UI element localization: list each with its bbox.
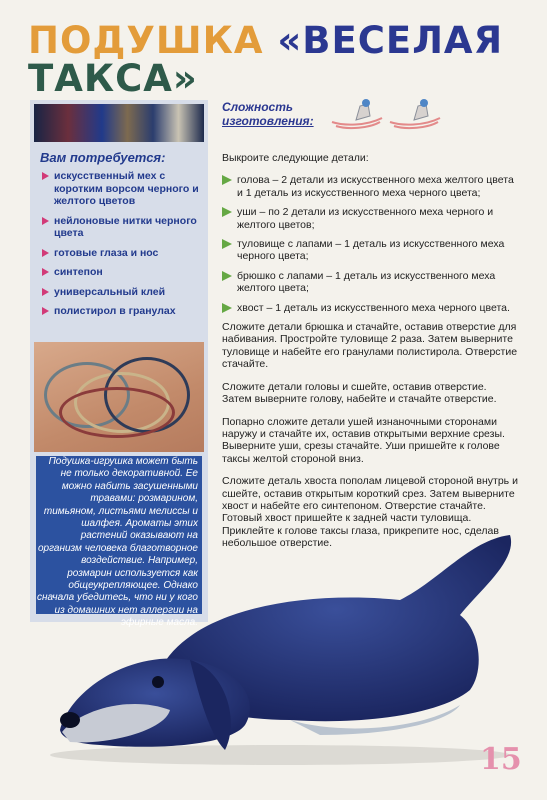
part-item: туловище с лапами – 1 деталь из искусственного меха черного цвета; [222,238,518,263]
part-item: голова – 2 детали из искусственного меха желтого цвета и 1 деталь из искусственного меха черного цвета; [222,174,518,199]
page-title [28,19,528,100]
materials-item: готовые глаза и нос [40,247,205,260]
materials-item: нейлоновые нитки черного цвета [40,215,205,240]
title-word-3: ТАКСА» [28,57,198,100]
part-item: хвост – 1 деталь из искусственного меха черного цвета. [222,302,518,314]
part-item: уши – по 2 детали из искусственного меха черного и желтого цветов; [222,206,518,231]
parts-list [222,174,518,314]
materials-item: искусственный мех с коротким ворсом черного и желтого цветов [40,170,205,208]
herbs-note: Подушка-игрушка может быть не только декоративной. Ее можно набить засушенными травами: розмарином, тимьяном, листьями мелиссы и шалфея. Ароматы этих растений оказывают на организм человека благотворное воздействие. Например, розмарин используется как общеукрепляющее. Однако сначала убедитесь, что ни у кого из домашних нет аллергии на эфирные масла. [36,456,202,614]
part-item: брюшко с лапами – 1 деталь из искусственного меха желтого цвета; [222,270,518,295]
materials-item: синтепон [40,266,205,279]
ski-boot-icon [388,98,442,132]
title-word-2: «ВЕСЕЛАЯ [277,19,504,62]
materials-list [40,170,205,325]
step-paragraph: Сложите детали головы и сшейте, оставив отверстие. Затем выверните голову, набейте и стачайте отверстие. [222,380,497,406]
step-paragraph: Сложите деталь хвоста пополам лицевой стороной внутрь и сшейте, оставив открытым короткий срез. Затем выверните хвост и набейте его синтепоном. Отверстие стачайте. Готовый хвост пришейте к задней части туловища. Приклейте к голове таксы глаза, прикрепите нос, сделав небольшое отверстие. [222,475,518,550]
step-paragraph: Сложите детали брюшка и стачайте, оставив отверстие для набивания. Простройте туловище 2 раза. Затем выверните туловище и набейте его гранулами полистирола. Отверстие стачайте. [222,321,518,371]
complexity-label [222,100,314,128]
title-word-1: ПОДУШКА [28,19,264,62]
materials-photo [34,104,204,142]
materials-heading: Вам потребуется: [40,150,166,165]
materials-item: универсальный клей [40,286,205,299]
step-paragraph: Попарно сложите детали ушей изнаночными сторонами наружу и стачайте их, оставив открытыми верхние срезы. Выверните уши, срезы стачайте. Уши пришейте к голове таксы желтой стороной вниз. [222,415,505,465]
complexity-label-line2: изготовления: [222,114,314,128]
parts-intro: Выкроите следующие детали: [222,152,369,164]
page-number: 15 [480,742,522,777]
complexity-label-line1: Сложность [222,100,294,114]
ski-boot-icon [330,98,384,132]
instructions [222,152,518,560]
threads-photo [34,342,204,452]
dachshund-pillow-photo [40,520,520,765]
materials-item: полистирол в гранулах [40,305,205,318]
